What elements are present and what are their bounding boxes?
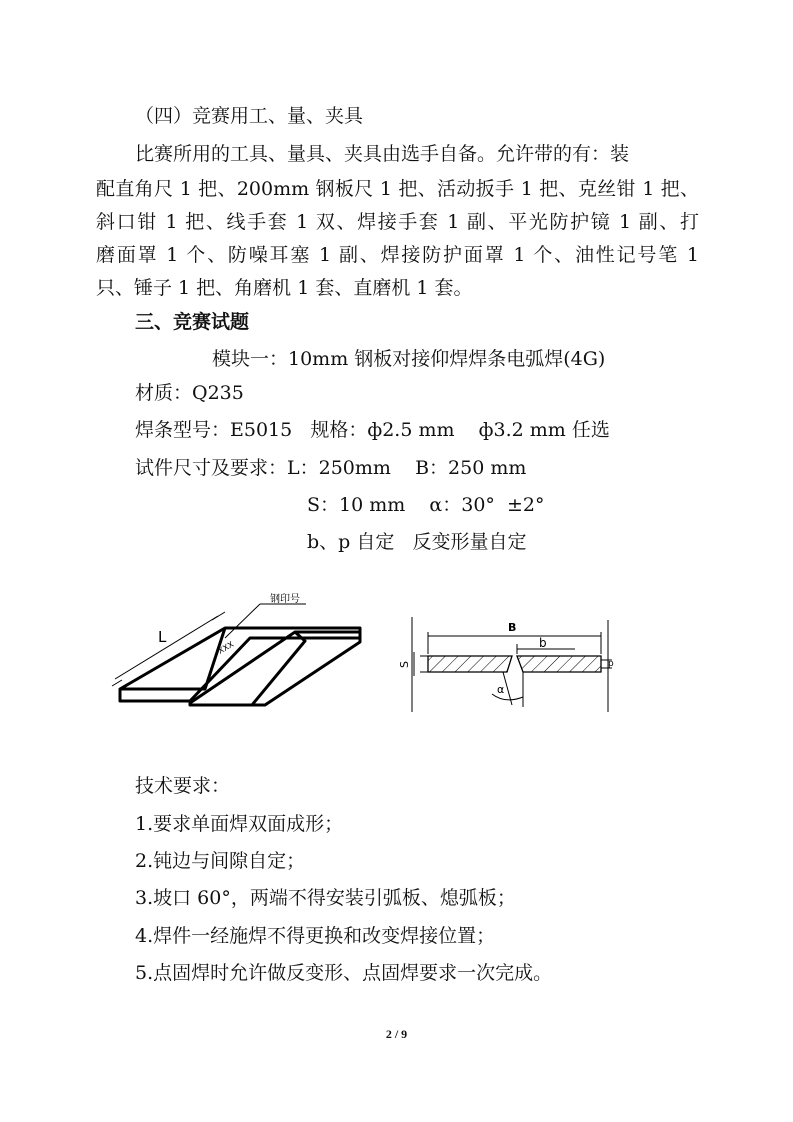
- section-heading-exam: 三、竞赛试题: [135, 311, 250, 333]
- label-L: L: [158, 628, 167, 646]
- size-line-3: b、p 自定 反变形量自定: [307, 531, 527, 553]
- tech-item-4: 4.焊件一经施焊不得更换和改变焊接位置；: [135, 925, 496, 947]
- size-line-1: 试件尺寸及要求：L：250mm B：250 mm: [135, 457, 527, 479]
- label-b: b: [539, 636, 547, 650]
- section-heading-tools: （四）竞赛用工、量、夹具: [135, 105, 364, 127]
- paragraph-line-5: 只、锤子 1 把、角磨机 1 套、直磨机 1 套。: [96, 277, 473, 299]
- electrode-line: 焊条型号：E5015 规格：ф2.5 mm ф3.2 mm 任选: [135, 419, 610, 441]
- tech-heading: 技术要求：: [135, 775, 231, 797]
- paragraph-line-3: 斜口钳 1 把、线手套 1 双、焊接手套 1 副、平光防护镜 1 副、打: [96, 211, 699, 233]
- page-number: 2 / 9: [385, 1027, 408, 1041]
- label-alpha: α: [497, 683, 505, 696]
- tech-item-2: 2.钝边与间隙自定；: [135, 850, 306, 872]
- material-line: 材质：Q235: [135, 382, 244, 404]
- label-xxx: XXX: [216, 639, 236, 656]
- size-line-2: S：10 mm α：30° ±2°: [307, 494, 545, 516]
- tech-item-3: 3.坡口 60°，两端不得安装引弧板、熄弧板；: [135, 887, 516, 909]
- label-S: S: [398, 661, 411, 668]
- joint-cross-section-diagram: [400, 612, 630, 737]
- module-title: 模块一：10mm 钢板对接仰焊焊条电弧焊(4G): [212, 348, 606, 370]
- paragraph-line-4: 磨面罩 1 个、防噪耳塞 1 副、焊接防护面罩 1 个、油性记号笔 1: [96, 244, 699, 266]
- tech-item-5: 5.点固焊时允许做反变形、点固焊要求一次完成。: [135, 962, 553, 984]
- label-stamp: 钢印号: [270, 594, 300, 605]
- label-p: p: [608, 659, 614, 669]
- test-plate-isometric-diagram: [100, 592, 370, 722]
- tech-item-1: 1.要求单面焊双面成形；: [135, 813, 344, 835]
- paragraph-line-1: 比赛所用的工具、量具、夹具由选手自备。允许带的有：装: [135, 143, 630, 165]
- label-B: B: [508, 621, 517, 634]
- paragraph-line-2: 配直角尺 1 把、200mm 钢板尺 1 把、活动扳手 1 把、克丝钳 1 把、: [96, 178, 699, 200]
